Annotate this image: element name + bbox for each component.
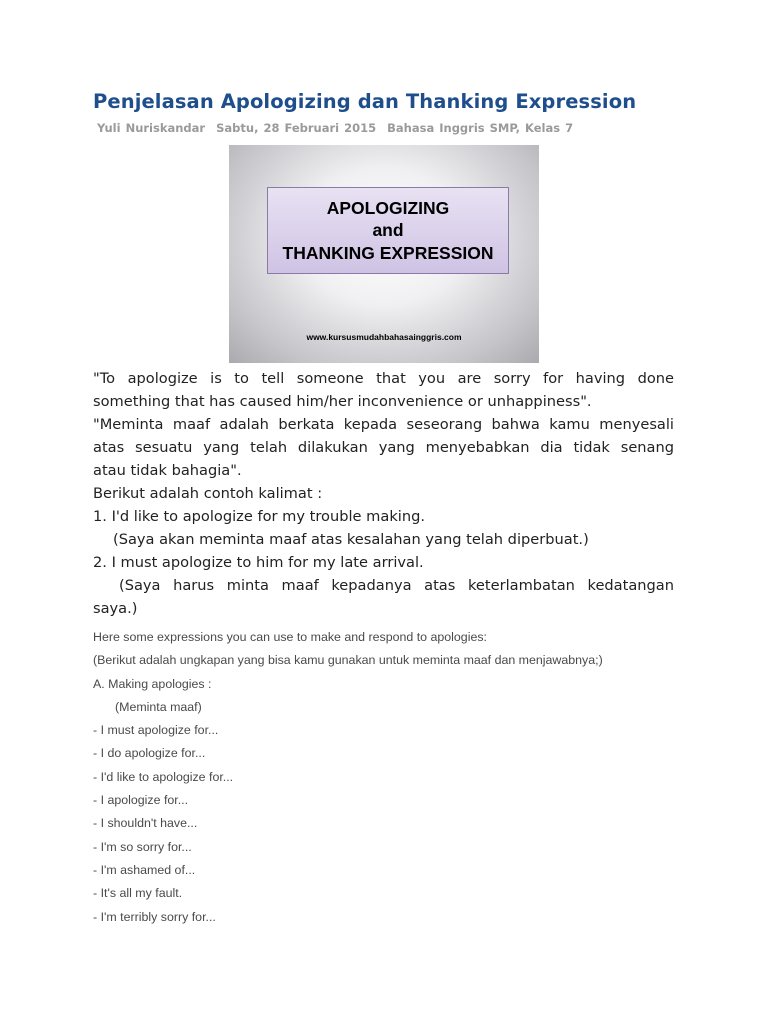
banner-line-2: and: [372, 220, 404, 241]
banner-line-3: THANKING EXPRESSION: [282, 242, 494, 263]
list-item: - I apologize for...: [93, 793, 189, 808]
definition-id-line-1: "Meminta maaf adalah berkata kepada seseorang bahwa kamu menyesali: [93, 416, 674, 433]
author-link[interactable]: Yuli Nuriskandar: [97, 121, 206, 135]
banner-title-box: [267, 187, 509, 274]
list-item: - I do apologize for...: [93, 746, 206, 761]
example-2-translation-line-1: (Saya harus minta maaf kepadanya atas keterlambatan kedatangan: [119, 577, 674, 594]
list-item: - It's all my fault.: [93, 886, 183, 901]
example-1-translation: (Saya akan meminta maaf atas kesalahan yang telah diperbuat.): [113, 531, 589, 548]
example-1: 1. I'd like to apologize for my trouble making.: [93, 508, 425, 525]
category-link[interactable]: Bahasa Inggris SMP, Kelas 7: [387, 121, 574, 135]
list-item: - I shouldn't have...: [93, 816, 198, 831]
list-item: - I'd like to apologize for...: [93, 769, 234, 784]
article-meta: [97, 121, 573, 135]
section-a-heading: A. Making apologies :: [93, 676, 212, 691]
expressions-intro: Here some expressions you can use to make and respond to apologies:: [93, 630, 487, 644]
list-item: - I'm so sorry for...: [93, 839, 192, 854]
banner-url: www.kursusmudahbahasainggris.com: [306, 332, 462, 342]
list-item: - I'm terribly sorry for...: [93, 909, 216, 924]
example-2: 2. I must apologize to him for my late arrival.: [93, 554, 424, 571]
definition-en-line-1: "To apologize is to tell someone that you are sorry for having done: [93, 370, 674, 387]
banner-image: [229, 145, 539, 363]
banner-line-1: APOLOGIZING: [326, 198, 450, 219]
article-title[interactable]: Penjelasan Apologizing dan Thanking Expression: [93, 90, 637, 113]
definition-id-line-3: atau tidak bahagia".: [93, 462, 242, 479]
definition-id-line-2: atas sesuatu yang telah dilakukan yang menyebabkan dia tidak senang: [93, 439, 674, 456]
example-2-translation-line-2: saya.): [93, 600, 138, 617]
list-item: - I'm ashamed of...: [93, 862, 196, 877]
expressions-intro-translation: (Berikut adalah ungkapan yang bisa kamu gunakan untuk meminta maaf dan menjawabnya;): [93, 653, 603, 668]
expressions-section: [93, 626, 693, 929]
definition-en-line-2: something that has caused him/her inconvenience or unhappiness".: [93, 393, 592, 410]
post-date: Sabtu, 28 Februari 2015: [216, 121, 377, 135]
list-item: - I must apologize for...: [93, 723, 219, 738]
examples-intro: Berikut adalah contoh kalimat :: [93, 485, 323, 502]
section-a-translation: (Meminta maaf): [115, 699, 202, 714]
article-body: [93, 367, 674, 620]
